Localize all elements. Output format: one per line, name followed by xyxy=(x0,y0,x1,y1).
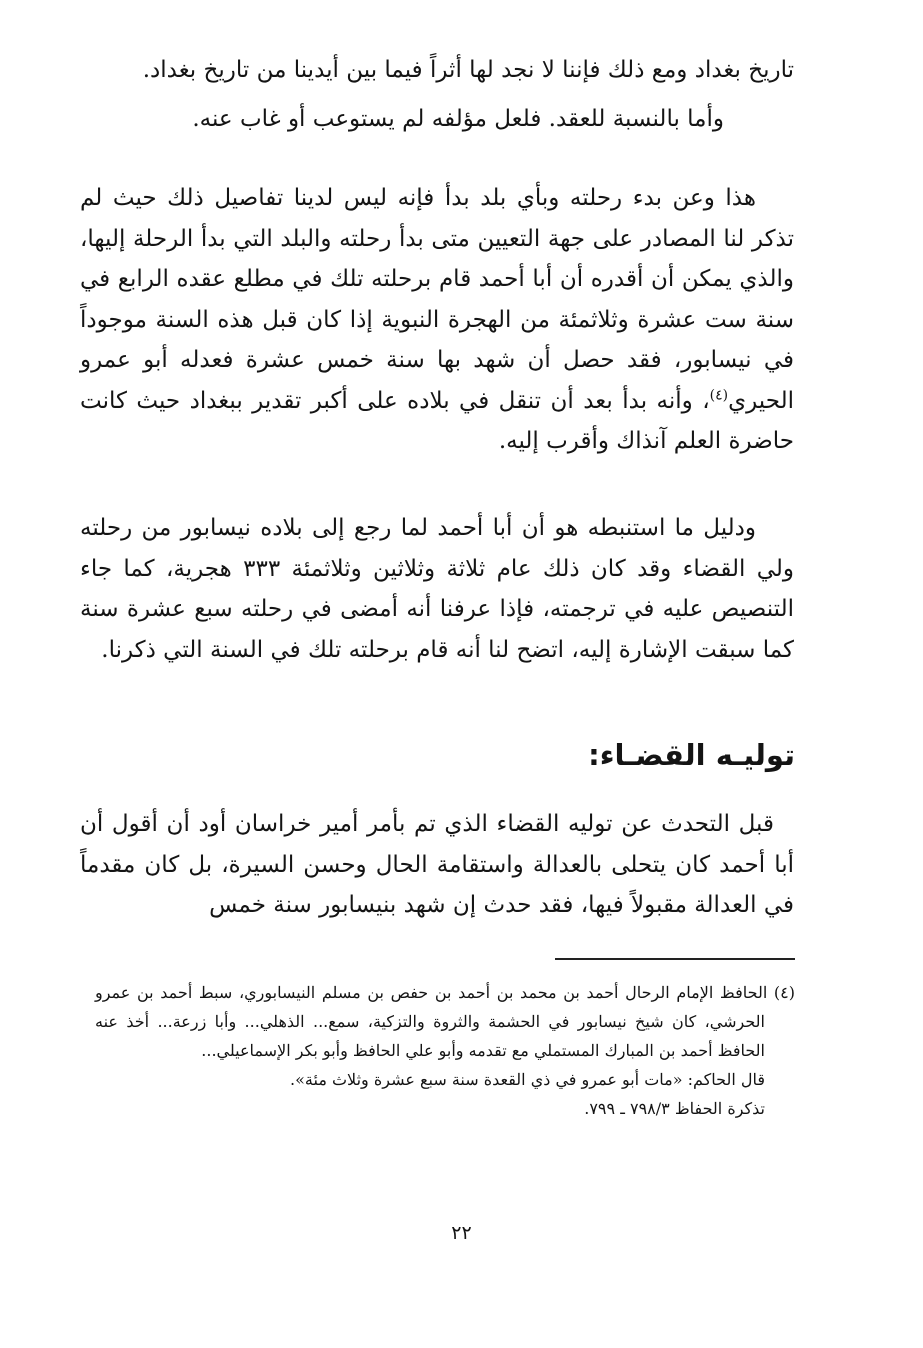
judiciary-paragraph: قبل التحدث عن توليه القضاء الذي تم بأمر أمير خراسان أود أن أقول أن أبا أحمد كان يتحلى بالعدالة واستقامة الحال وحسن السيرة، بل كان مقدماً في العدالة مقبولاً فيها، فقد حدث إن شهد بنيسابور سنة خمس xyxy=(80,811,794,918)
page-number: ٢٢ xyxy=(451,1222,472,1244)
opening-paragraph xyxy=(80,50,794,139)
journey-paragraph xyxy=(80,178,794,462)
footnote-hakim-quote: قال الحاكم: «مات أبو عمرو في ذي القعدة سنة سبع عشرة وثلاث مئة». xyxy=(290,1070,765,1089)
footnote-source: تذكرة الحفاظ ٧٩٨/٣ ـ ٧٩٩. xyxy=(584,1099,765,1118)
footnote-marker-4[interactable]: (٤) xyxy=(709,386,729,403)
section-heading: توليـه القضـاء: xyxy=(588,738,795,772)
footnote-divider xyxy=(555,958,795,960)
footnote-4: (٤) الحافظ الإمام الرحال أحمد بن محمد بن أحمد بن حفص بن مسلم النيسابوري، سبط أحمد بن عمرو الحرشي، كان شيخ نيسابور في الحشمة والثروة والتزكية، سمع... الذهلي... وأبا زرعة... أخذ عنه الحافظ أحمد بن المبارك المستملي مع تقدمه وأبو علي الحافظ وأبو بكر الإسماعيلي... xyxy=(95,983,795,1060)
opening-line-aqd: وأما بالنسبة للعقد. فلعل مؤلفه لم يستوعب أو غاب عنه. xyxy=(192,105,724,132)
journey-text-start: هذا وعن بدء رحلته وبأي بلد بدأ فإنه ليس لدينا تفاصيل ذلك حيث لم تذكر لنا المصادر على جهة التعيين متى بدأ رحلته والبلد التي بدأ الرحلة إليها، والذي يمكن أن أقدره أن أبا أحمد قام برحلته تلك في مطلع عقده الرابع في سنة ست عشرة وثلاثمئة من الهجرة النبوية إذا كان قبل هذه السنة موجوداً في نيسابور، فقد حصل أن شهد بها سنة خمس عشرة فعدله أبو عمرو الحيري xyxy=(80,185,794,414)
opening-line-baghdad: تاريخ بغداد ومع ذلك فإننا لا نجد لها أثراً فيما بين أيدينا من تاريخ بغداد. xyxy=(142,57,794,83)
journey-text-end: ، وأنه بدأ بعد أن تنقل في بلاده على أكبر تقدير ببغداد حيث كانت حاضرة العلم آنذاك وأقرب إليه. xyxy=(80,387,794,454)
footnotes-section xyxy=(95,978,795,1123)
evidence-paragraph: ودليل ما استنبطه هو أن أبا أحمد لما رجع إلى بلاده نيسابور من رحلته ولي القضاء وقد كان ذلك عام ثلاثة وثلاثين وثلاثمئة ٣٣٣ هجرية، كما جاء التنصيص عليه في ترجمته، فإذا عرفنا أنه أمضى في رحلته سبع عشرة سنة كما سبقت الإشارة إليه، اتضح لنا أنه قام برحلته تلك في السنة التي ذكرنا. xyxy=(80,515,794,663)
